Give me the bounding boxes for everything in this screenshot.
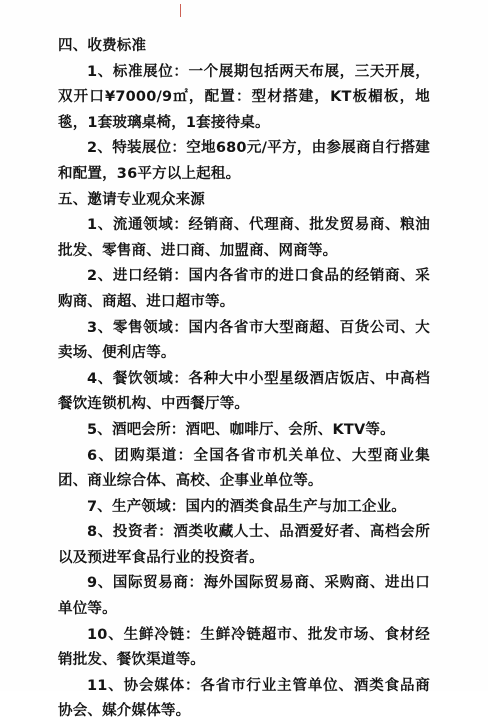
visitor-item-cold-chain: 10、生鲜冷链：生鲜冷链超市、批发市场、食材经销批发、餐饮渠道等。 [58, 626, 430, 669]
visitor-item-distribution: 1、流通领域：经销商、代理商、批发贸易商、粮油批发、零售商、进口商、加盟商、网商等。 [58, 217, 430, 259]
document-body [58, 34, 430, 725]
visitor-item-catering: 4、餐饮领域：各种大中小型星级酒店饭店、中高档餐饮连锁机构、中西餐厅等。 [58, 370, 430, 413]
section-heading-visitors: 五、邀请专业观众来源 [58, 191, 205, 208]
fee-item-standard-booth: 1、标准展位：一个展期包括两天布展，三天开展，双开口¥7000/9㎡，配置：型材搭建，KT板楣板，地毯，1套玻璃桌椅，1套接待桌。 [58, 63, 430, 131]
visitor-item-bars: 5、酒吧会所：酒吧、咖啡厅、会所、KTV等。 [87, 421, 395, 438]
visitor-item-trade: 9、国际贸易商：海外国际贸易商、采购商、进出口单位等。 [58, 575, 430, 618]
section-heading-fees: 四、收费标准 [58, 38, 147, 54]
page-mark [180, 4, 181, 17]
fee-item-special-booth: 2、特装展位：空地680元/平方，由参展商自行搭建和配置，36平方以上起租。 [58, 140, 430, 182]
visitor-item-retail: 3、零售领域：国内各省市大型商超、百货公司、大卖场、便利店等。 [58, 319, 430, 362]
visitor-item-production: 7、生产领域：国内的酒类食品生产与加工企业。 [87, 498, 406, 515]
visitor-item-import: 2、进口经销：国内各省市的进口食品的经销商、采购商、商超、进口超市等。 [58, 268, 430, 310]
visitor-item-associations: 11、协会媒体：各省市行业主管单位、酒类食品商协会、媒介媒体等。 [58, 677, 430, 720]
visitor-item-investors: 8、投资者：酒类收藏人士、品酒爱好者、高档会所以及预进军食品行业的投资者。 [58, 524, 430, 566]
visitor-item-group-purchase: 6、团购渠道：全国各省市机关单位、大型商业集团、商业综合体、高校、企事业单位等。 [58, 447, 430, 490]
